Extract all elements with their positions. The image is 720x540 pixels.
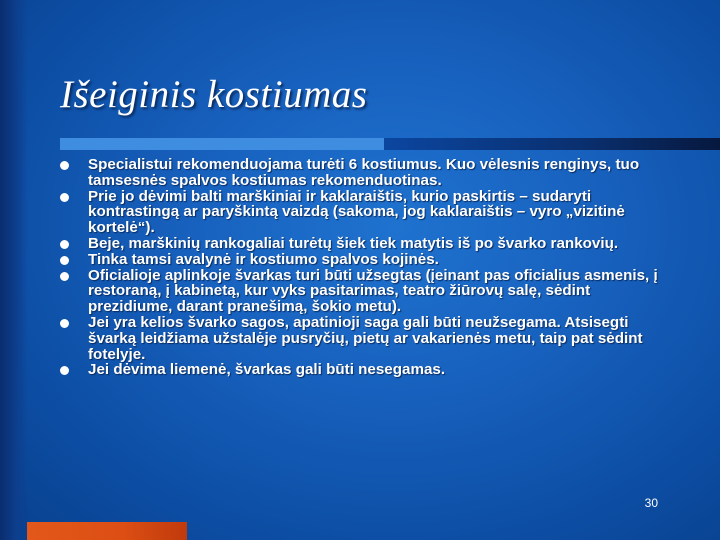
bullet-item: [60, 362, 670, 378]
bullet-item: [60, 252, 670, 268]
slide-left-shade: [0, 0, 28, 540]
page-number: 30: [644, 496, 658, 510]
bullet-item: [60, 157, 670, 189]
bullet-text: Specialistui rekomenduojama turėti 6 kostiumus. Kuo vėlesnis renginys, tuo tamsesnės spalvos kostiumas rekomenduotinas.: [88, 156, 640, 189]
bullet-text: Jei yra kelios švarko sagos, apatinioji saga gali būti neužsegama. Atsisegti švarką leidžiama užstalėje pusryčių, pietų ar vakarienės metu, taip pat sėdint fotelyje.: [88, 313, 643, 363]
bullet-dot-icon: [60, 240, 69, 249]
bullet-text: Oficialioje aplinkoje švarkas turi būti užsegtas (įeinant pas oficialius asmenis, į restoraną, į kabinetą, kur vyks pasitarimas, teatro žiūrovų salę, sėdint prezidiume, darant pranešimą, šokio metu).: [88, 266, 658, 316]
bullet-dot-icon: [60, 256, 69, 265]
bullet-dot-icon: [60, 161, 69, 170]
slide-title: Išeiginis kostiumas: [60, 73, 368, 116]
title-underline-light: [60, 138, 384, 150]
bullet-text: Jei dėvima liemenė, švarkas gali būti nesegamas.: [88, 361, 446, 379]
title-underline-dark: [384, 138, 720, 150]
bullet-item: [60, 268, 670, 315]
bullet-dot-icon: [60, 366, 69, 375]
bullet-text: Beje, marškinių rankogaliai turėtų šiek tiek matytis iš po švarko rankovių.: [88, 234, 619, 252]
bullet-item: [60, 236, 670, 252]
bullet-item: [60, 189, 670, 236]
bullet-text: Prie jo dėvimi balti marškiniai ir kaklaraištis, kurio paskirtis – sudaryti kontrastingą ar paryškintą vaizdą (sakoma, jog kaklaraištis – vyro „vizitinė kortelė“).: [88, 187, 625, 237]
bullet-dot-icon: [60, 193, 69, 202]
bullet-dot-icon: [60, 319, 69, 328]
bullet-list: [60, 157, 670, 378]
bullet-dot-icon: [60, 272, 69, 281]
bottom-accent-bar: [27, 522, 187, 540]
bullet-text: Tinka tamsi avalynė ir kostiumo spalvos kojinės.: [88, 250, 439, 268]
bullet-item: [60, 315, 670, 362]
